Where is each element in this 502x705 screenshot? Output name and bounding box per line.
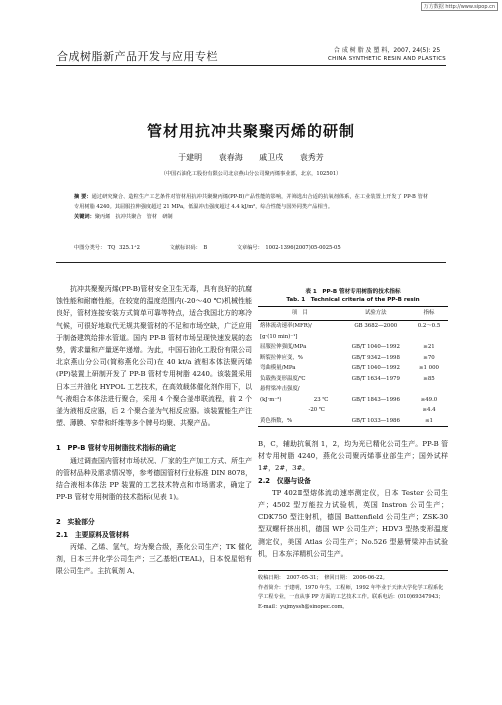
table-caption-en: Tab. 1 Technical criteria of the PP-B resin (286, 297, 420, 303)
table-cell-value: ≥49.0 (420, 396, 438, 403)
table-cell-method: GB/T 9342—1998 (351, 354, 400, 361)
section-paragraph: 通过调查国内管材市场状况、厂家的生产加工方式、所生产的管材品种及需求情况等，参考德国管材行业标准 DIN 8078，结合液相本体法 PP 装置的工艺技术特点和市场需求，确定了 PP-B 管材专用树脂的技术指标(见表 1)。 (56, 456, 252, 502)
table-cell-value (410, 384, 448, 395)
author-name: 袁秀芳 (299, 153, 324, 162)
table-cell-item: 黄色指数，% (258, 416, 342, 427)
table-cell-item: [g·(10 min)⁻¹] (260, 333, 298, 340)
header-rule (56, 65, 446, 66)
table-cell-method: GB/T 1040—1992 (351, 344, 400, 350)
abstract-rule (56, 262, 446, 263)
table-cell-value: 0.2～0.5 (417, 323, 441, 329)
table-caption-cn: 表 1 PP-B 管材专用树脂的技术指标 (305, 289, 401, 295)
received-date: 收稿日期： 2007-05-31； 修回日期： 2006-06-22。 (258, 575, 388, 581)
table-cell-item: 熔体流动速率(MFR)/ (260, 323, 312, 329)
table-row (258, 342, 448, 353)
table-cell-item: 悬臂梁冲击强度/ (260, 386, 300, 392)
table-cell-value: ≥70 (423, 354, 435, 361)
journal-citation-cn: 合 成 树 脂 及 塑 料，2007, 24(5): 25 (333, 47, 441, 54)
table-cell-item: 负载热变形温度/℃ (260, 375, 306, 382)
table-header-item: 项 目 (258, 307, 342, 321)
table-cell-method: GB/T 1843—1996 (351, 396, 400, 403)
author-name: 戚卫戌 (259, 153, 284, 162)
author-bio: 作者简介：于建明，1970 年生，工程师，1992 年毕业于天津大学化学工程系化学工程专业，一直从事 PP 方面的工艺技术工作。联系电话：(010)69347943；E-mail：yujmyssh@sinopec.com。 (258, 584, 444, 610)
table-row (258, 321, 448, 332)
section-heading: 1 PP-B 管材专用树脂技术指标的确定 (56, 444, 177, 453)
journal-citation (328, 46, 446, 64)
table-cell-method (342, 332, 410, 343)
continuation-paragraph: B，C，辅助抗氧剂 1，2，均为光已精化公司生产。PP-B 管材专用树脂 4240，燕化公司聚丙烯事业部生产；国外试样 1#，2#，3#。 (258, 440, 448, 473)
table-cell-method: GB 3682—2000 (354, 323, 398, 329)
table-row (258, 332, 448, 343)
intro-paragraph: 抗冲共聚聚丙烯(PP-B)管材安全卫生无毒，具有良好的抗腐蚀性能和耐磨性能，在较宽的温度范围内(-20～40 ℃)机械性能良好，管材连接安装方式简单可靠等特点，适合我国北方的寒冷气候，可很好地取代无规共聚管材的不足和市场空缺，广泛应用于制备建筑给排水管道。国内 PP-B 管材市场呈现快速发展的态势，需求量和产量逐年递增。为此，中国石油化工股份有限公司北京燕山分公司(简称燕化公司)在 40 kt/a 液相本体法聚丙烯(PP)装置上研制开发了 PP-B 管材专用树脂 4240。该装置采用日本三井油化 HYPOL 工艺技术，在高效载体催化剂作用下，以气-液组合本体法进行聚合，采用 4 个聚合釜串联流程，前 2 个釜为液相反应器，后 2 个聚合釜为气相反应器。该装置能生产注塑、薄膜、窄带和纤维等多个牌号均聚、共聚产品。 (56, 285, 252, 428)
table-cell-value: ≥1 000 (419, 365, 439, 371)
author-name: 于建明 (178, 153, 203, 162)
watermark-stamp: 万方数据 http://www.sipop.cn (421, 2, 498, 11)
table-cell-item: 弯曲模量/MPa (260, 365, 296, 371)
table-header-method: 试验方法 (342, 307, 410, 321)
author-list (0, 152, 502, 163)
abstract (74, 192, 428, 222)
table-cell-value (410, 332, 448, 343)
table-cell-method: GB/T 1033—1986 (342, 416, 410, 427)
journal-column-title: 合成树脂新产品开发与应用专栏 (57, 50, 218, 63)
affiliation: （中国石油化工股份有限公司北京燕山分公司聚丙烯事业部，北京，102501） (160, 171, 342, 177)
table-cell-method (342, 405, 410, 416)
table-cell-item: (kJ·m⁻²) 23 ℃ (260, 396, 329, 403)
table-row (258, 384, 448, 395)
abstract-label: 摘 要： (74, 194, 92, 200)
article-metadata (74, 244, 367, 251)
article-number: 文章编号： 1002-1396(2007)05-0025-05 (236, 245, 341, 251)
section-heading: 2 实验部分 (56, 518, 95, 527)
left-column (56, 283, 252, 577)
table-row (258, 405, 448, 416)
properties-table (258, 306, 448, 427)
table-row (258, 395, 448, 406)
table-cell-item: 屈服拉伸强度/MPa (260, 344, 307, 350)
table-row (258, 353, 448, 364)
journal-citation-en: CHINA SYNTHETIC RESIN AND PLASTICS (328, 56, 446, 62)
right-column (258, 438, 448, 560)
table-cell-item: -20 ℃ (260, 407, 325, 413)
table-cell-method: GB/T 1040—1992 (351, 365, 400, 371)
subsection-heading: 2.1 主要原料及管材料 (56, 530, 130, 539)
abstract-text: 通过研究聚合、造粒生产工艺条件对管材用抗冲共聚聚丙烯(PP-B)产品性能的影响，并筛选出合适的抗氧剂体系，在工业装置上开发了 PP-B 管材专用树脂 4240。其屈服拉伸强度超过 21 MPa，低温冲击强度超过 4.4 kJ/m²，综合性能与国外同类产品相当。 (74, 194, 429, 210)
footnote (258, 570, 448, 612)
subsection-heading: 2.2 仪器与设备 (258, 476, 311, 485)
table-row (258, 363, 448, 374)
table-row (258, 416, 448, 427)
section-paragraph: TP 402Ⅱ型熔体流动速率测定仪，日本 Tester 公司生产；4502 型万能拉力试验机，英国 Instron 公司生产；CDK750 型注射机，德国 Battenfield 公司生产；ZSK-30 型双螺杆挤出机，德国 WP 公司生产；HDV3 型热变形温度测定仪，美国 Atlas 公司生产；No.526 型悬臂梁冲击试验机，日本东洋精机公司生产。 (258, 488, 448, 558)
table-row (258, 374, 448, 385)
document-code: 文献标识码： B (169, 245, 208, 251)
table-cell-value: ≥4.4 (422, 407, 436, 413)
paper-title: 管材用抗冲共聚聚丙烯的研制 (146, 122, 355, 140)
table-cell-item: 断裂拉伸应变，% (260, 354, 303, 361)
table-cell-method (342, 384, 410, 395)
table-cell-value: ≥21 (423, 344, 435, 350)
table-cell-method: GB/T 1634—1979 (351, 375, 400, 382)
table-header-value: 指标 (410, 307, 448, 321)
table-cell-value: ≥85 (423, 375, 435, 382)
author-name: 袁春海 (218, 153, 243, 162)
table-caption (258, 288, 448, 304)
keywords-text: 聚丙烯 抗冲共聚合 管材 研制 (94, 214, 173, 220)
keywords-label: 关键词： (74, 214, 95, 220)
table-cell-value: ≤1 (410, 416, 448, 427)
clc-number: 中图分类号： TQ 325.1⁺2 (74, 245, 140, 251)
section-paragraph: 丙烯、乙烯、氢气，均为聚合级，燕化公司生产；TK 催化剂，日本三井化学公司生产；三乙基铝(TEAL)，日本悦星铝有限公司生产。主抗氧剂 A、 (56, 542, 252, 576)
